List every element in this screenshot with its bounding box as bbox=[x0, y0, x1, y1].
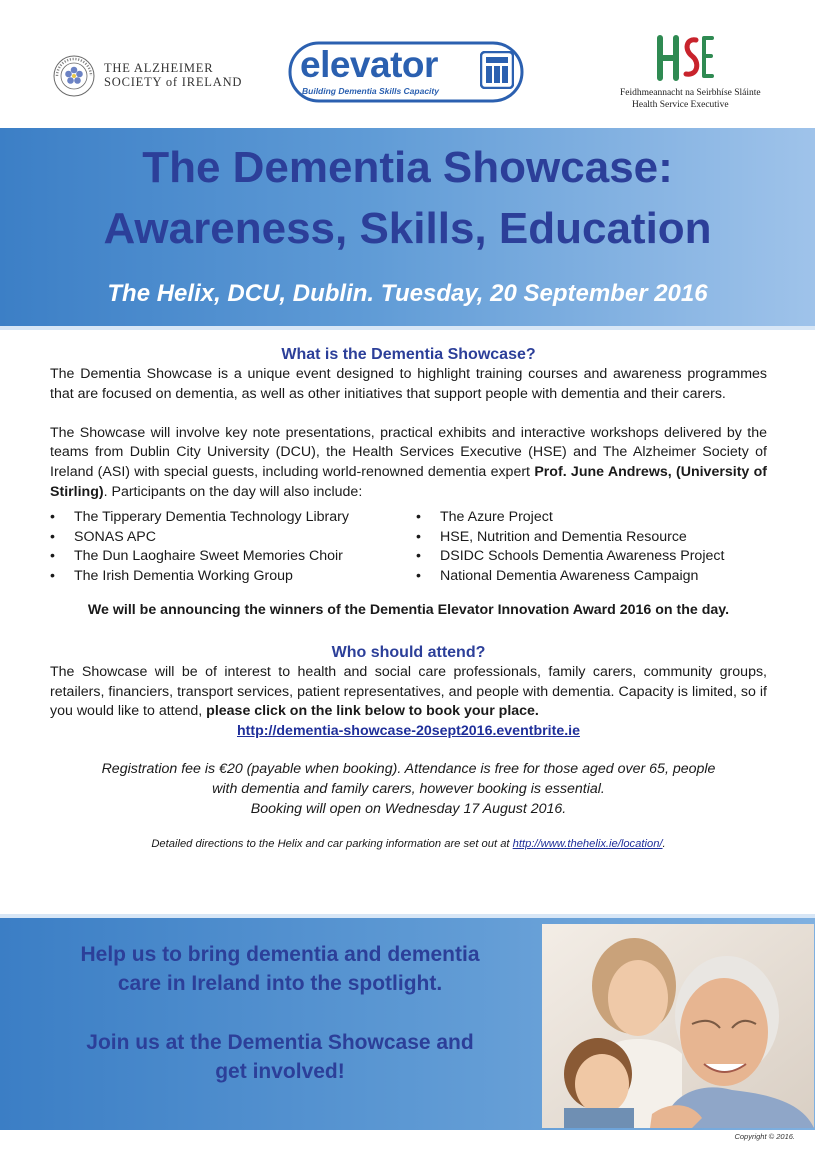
participants-right-column bbox=[416, 508, 724, 587]
para2-end: . Participants on the day will also include: bbox=[103, 483, 363, 500]
what-paragraph-2 bbox=[50, 424, 767, 503]
list-item: • The Irish Dementia Working Group bbox=[50, 567, 416, 587]
main-content bbox=[50, 345, 767, 855]
directions-text: Detailed directions to the Helix and car parking information are set out at bbox=[151, 838, 513, 851]
hse-mark-icon bbox=[654, 30, 716, 82]
registration-line-2: with dementia and family carers, however booking is essential. bbox=[212, 780, 605, 797]
who-heading: Who should attend? bbox=[331, 643, 486, 661]
registration-line-3: Booking will open on Wednesday 17 August 2016. bbox=[250, 800, 567, 817]
booking-link[interactable]: http://dementia-showcase-20sept2016.eventbrite.ie bbox=[237, 723, 580, 740]
directions-note bbox=[50, 835, 767, 855]
family-photo bbox=[542, 924, 814, 1128]
asi-name-line1: THE ALZHEIMER bbox=[104, 61, 214, 75]
elevator-wordmark: elevator bbox=[300, 44, 438, 85]
cta1-line-1: Help us to bring dementia and dementia bbox=[80, 943, 480, 966]
registration-info bbox=[50, 760, 767, 819]
list-item: • SONAS APC bbox=[50, 528, 416, 548]
cta-join bbox=[30, 1028, 530, 1086]
registration-line-1: Registration fee is €20 (payable when booking). Attendance is free for those aged over 65, people bbox=[101, 760, 716, 777]
what-heading: What is the Dementia Showcase? bbox=[281, 346, 536, 363]
directions-end: . bbox=[662, 838, 666, 851]
asi-name-line2: SOCIETY of IRELAND bbox=[104, 75, 243, 89]
alzheimer-society-logo bbox=[52, 54, 252, 98]
booking-instruction: please click on the link below to book your place. bbox=[206, 703, 539, 720]
title-line-2: Awareness, Skills, Education bbox=[103, 204, 712, 253]
event-location-date: The Helix, DCU, Dublin. Tuesday, 20 September 2016 bbox=[107, 280, 708, 307]
hse-logo bbox=[620, 30, 780, 110]
call-to-action-band bbox=[0, 918, 815, 1130]
elevator-building-icon bbox=[480, 51, 514, 89]
forget-me-not-seal-icon bbox=[52, 54, 96, 98]
guest-speaker: Prof. June Andrews, (University of Stirling) bbox=[50, 464, 768, 500]
elevator-tagline: Building Dementia Skills Capacity bbox=[302, 86, 439, 96]
cta2-line-1: Join us at the Dementia Showcase and bbox=[86, 1031, 474, 1054]
logo-bar bbox=[0, 0, 815, 128]
title-banner bbox=[0, 128, 815, 326]
directions-link[interactable]: http://www.thehelix.ie/location/ bbox=[512, 838, 663, 851]
cta2-line-2: get involved! bbox=[215, 1060, 345, 1083]
who-text: The Showcase will be of interest to health and social care professionals, family carers, community groups, retailers, financiers, transport services, patient representatives, and people with dementia. Capacity is limited, so if you would like to attend, bbox=[50, 663, 767, 720]
list-item: • National Dementia Awareness Campaign bbox=[416, 567, 724, 587]
copyright-note: Copyright © 2016. bbox=[734, 1132, 795, 1141]
list-item: • HSE, Nutrition and Dementia Resource bbox=[416, 528, 724, 548]
list-item: • The Tipperary Dementia Technology Library bbox=[50, 508, 416, 528]
title-line-1: The Dementia Showcase: bbox=[142, 143, 673, 192]
hse-irish-name: Feidhmeannacht na Seirbhíse Sláinte bbox=[620, 88, 761, 98]
cta-spotlight bbox=[30, 940, 530, 998]
list-item: • The Dun Laoghaire Sweet Memories Choir bbox=[50, 547, 416, 567]
who-paragraph bbox=[50, 663, 767, 722]
cta1-line-2: care in Ireland into the spotlight. bbox=[117, 972, 443, 995]
award-announcement: We will be announcing the winners of the Dementia Elevator Innovation Award 2016 on the day. bbox=[87, 601, 730, 618]
para2-start: The Showcase will involve key note presentations, practical exhibits and interactive workshops delivered by the teams from Dublin City University (DCU), the Health Services Executive (HSE) and The Alzheimer Society of Ireland (ASI) with special guests, including world-renowned dementia expert bbox=[50, 424, 767, 481]
what-paragraph-1: The Dementia Showcase is a unique event designed to highlight training courses and awareness programmes that are focused on dementia, as well as other initiatives that support people with dementia and their carers. bbox=[50, 366, 767, 402]
hse-english-name: Health Service Executive bbox=[632, 100, 729, 110]
list-item: • The Azure Project bbox=[416, 508, 724, 528]
elevator-logo bbox=[288, 40, 524, 104]
list-item: • DSIDC Schools Dementia Awareness Project bbox=[416, 547, 724, 567]
participants-list bbox=[50, 508, 767, 587]
participants-left-column bbox=[50, 508, 416, 587]
